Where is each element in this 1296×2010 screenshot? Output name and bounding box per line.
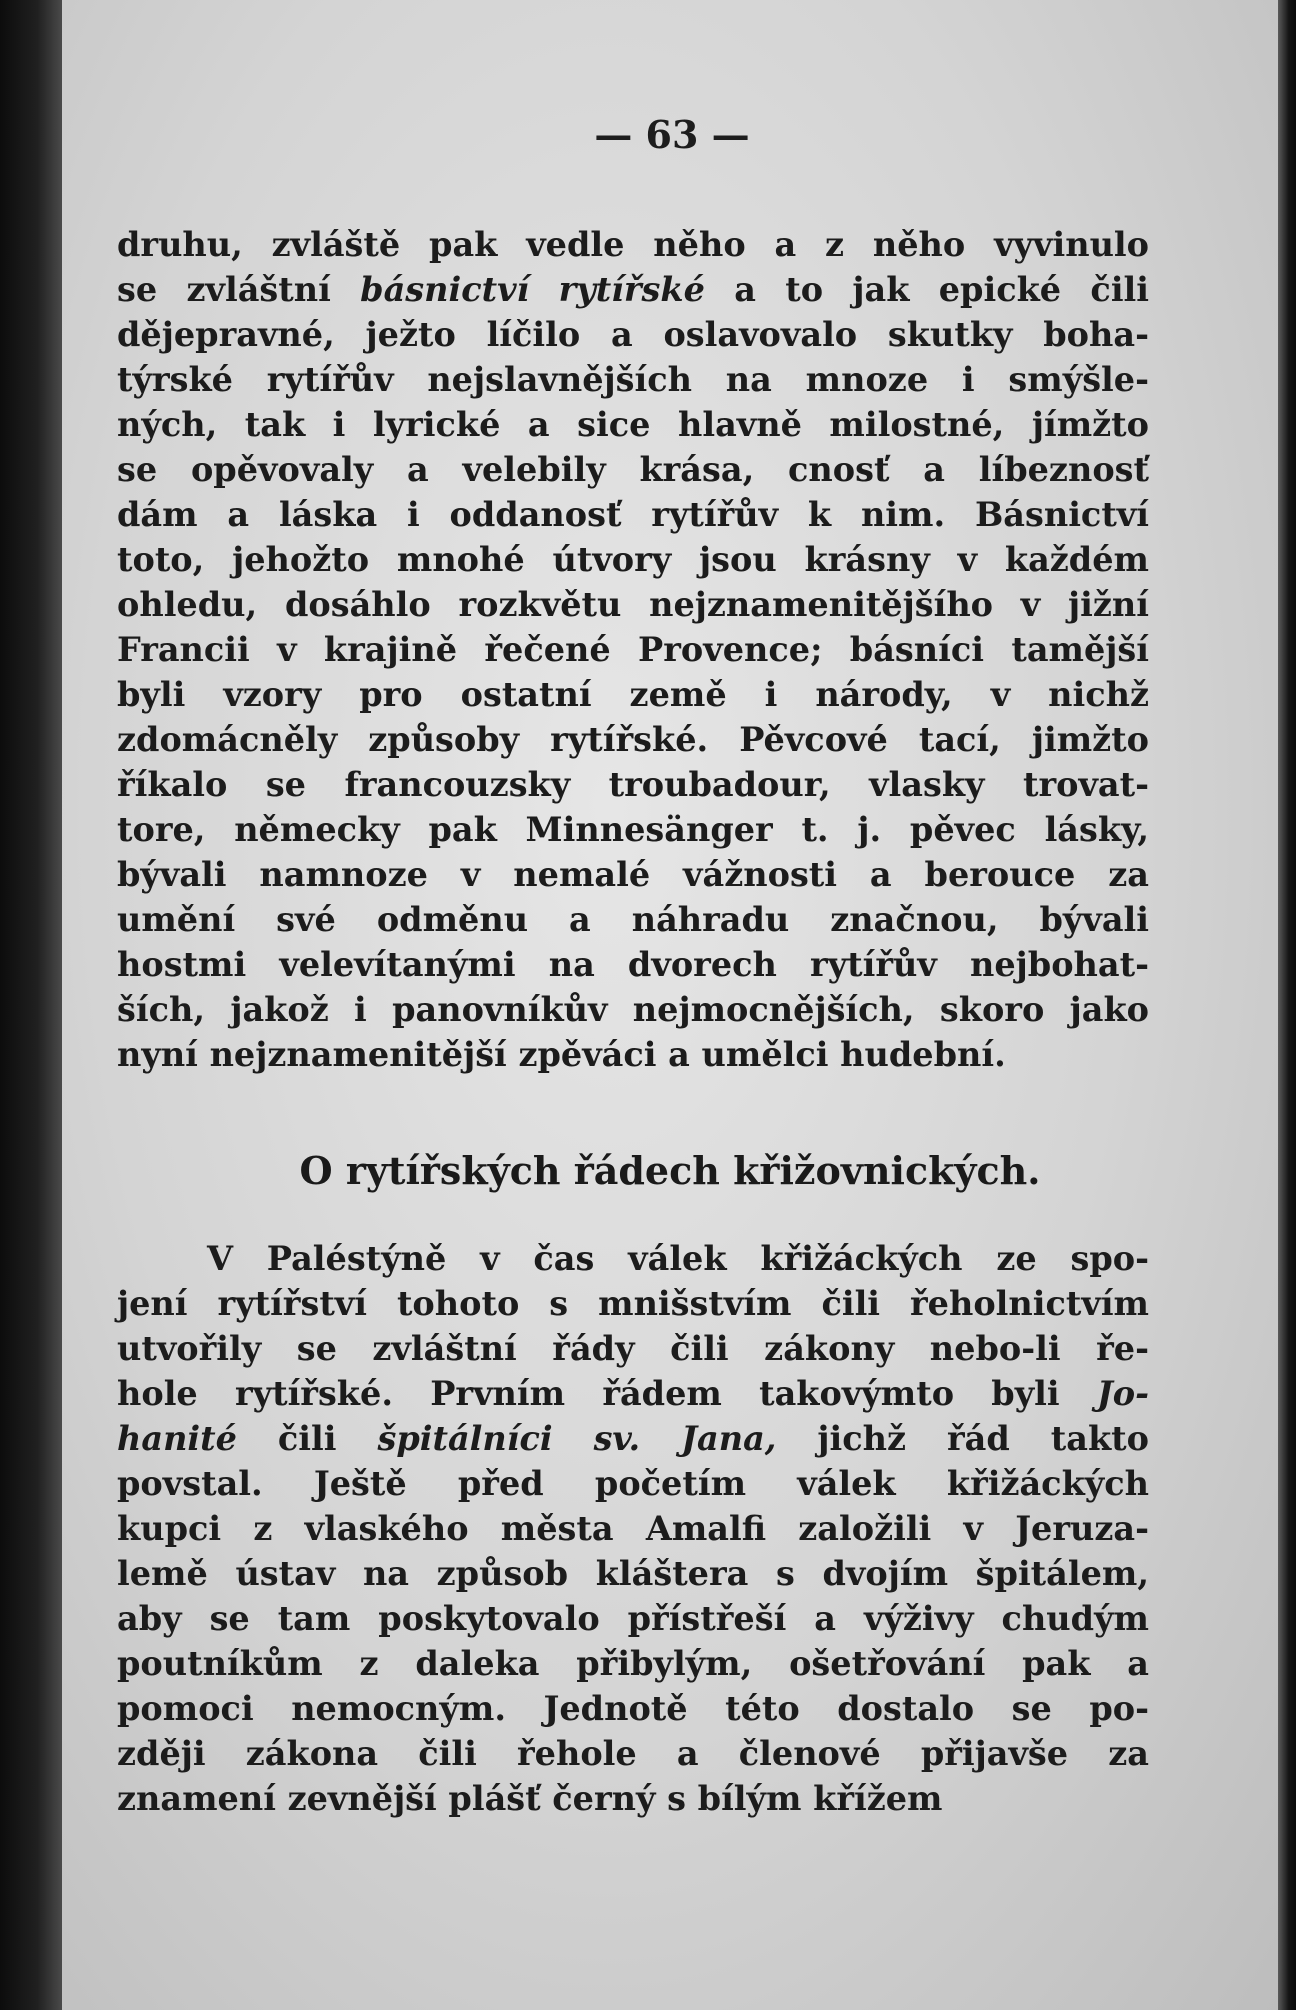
text-line xyxy=(117,1236,1149,1281)
text-run: se zvláštní xyxy=(117,270,361,309)
scan-right-edge xyxy=(1278,0,1296,2010)
text-line: jení rytířství tohoto s mnišstvím čili řeholnictvím xyxy=(117,1284,1149,1323)
text-line: zději zákona čili řehole a členové přijavše za xyxy=(117,1734,1149,1773)
scan-left-edge xyxy=(0,0,62,2010)
text-line: poutníkům z daleka přibylým, ošetřování pak a xyxy=(117,1644,1149,1683)
text-line: dějepravné, ježto líčilo a oslavovalo skutky boha- xyxy=(117,315,1149,354)
text-line: pomoci nemocným. Jednotě této dostalo se po- xyxy=(117,1689,1149,1728)
paragraph-knightly-orders xyxy=(117,1236,1149,1821)
text-line: dám a láska i oddanosť rytířův k nim. Básnictví xyxy=(117,495,1149,534)
text-line: aby se tam poskytovalo přístřeší a výživy chudým xyxy=(117,1599,1149,1638)
text-line: bývali namnoze v nemalé vážnosti a berouce za xyxy=(117,855,1149,894)
text-line: znamení zevnější plášť černý s bílým křížem xyxy=(117,1779,943,1818)
text-line: byli vzory pro ostatní země i národy, v nichž xyxy=(117,675,1149,714)
text-line xyxy=(117,1416,1149,1461)
text-line: nyní nejznamenitější zpěváci a umělci hudební. xyxy=(117,1035,1006,1074)
text-line: hostmi velevítanými na dvorech rytířův nejbohat- xyxy=(117,945,1149,984)
text-line: týrské rytířův nejslavnějších na mnoze i smýšle- xyxy=(117,360,1149,399)
text-line xyxy=(117,1371,1149,1416)
text-line: povstal. Ještě před početím válek křižáckých xyxy=(117,1464,1149,1503)
text-line: říkalo se francouzsky troubadour, vlasky trovat- xyxy=(117,765,1149,804)
section-heading: O rytířských řádech křižovnických. xyxy=(299,1148,1041,1193)
text-line: zdomácněly způsoby rytířské. Pěvcové tací, jimžto xyxy=(117,720,1149,759)
text-run: a to jak epické čili xyxy=(704,270,1149,309)
text-run: hole rytířské. Prvním řádem takovýmto byli xyxy=(117,1374,1097,1413)
page-number: — 63 — xyxy=(594,112,750,157)
text-run: čili xyxy=(236,1419,378,1458)
paragraph-knightly-poetry xyxy=(117,222,1149,1077)
text-line xyxy=(117,267,1149,312)
text-line: druhu, zvláště pak vedle něho a z něho vyvinulo xyxy=(117,225,1149,264)
text-line: toto, jehožto mnohé útvory jsou krásny v každém xyxy=(117,540,1149,579)
text-line: utvořily se zvláštní řády čili zákony nebo-li ře- xyxy=(117,1329,1149,1368)
text-line: kupci z vlaského města Amalfi založili v Jeruza- xyxy=(117,1509,1149,1548)
book-page xyxy=(62,0,1278,2010)
italic-term: Jo- xyxy=(1096,1374,1149,1413)
italic-term: špitálníci sv. Jana, xyxy=(377,1419,777,1458)
text-line: Francii v krajině řečené Provence; básníci tamější xyxy=(117,630,1149,669)
italic-term: hanité xyxy=(117,1419,237,1458)
text-line: se opěvovaly a velebily krása, cnosť a líbeznosť xyxy=(117,450,1149,489)
text-line: ších, jakož i panovníkův nejmocnějších, skoro jako xyxy=(117,990,1149,1029)
text-line: ných, tak i lyrické a sice hlavně milostné, jímžto xyxy=(117,405,1149,444)
text-run: jichž řád takto xyxy=(776,1419,1149,1458)
text-line: lemě ústav na způsob kláštera s dvojím špitálem, xyxy=(117,1554,1149,1593)
text-line: ohledu, dosáhlo rozkvětu nejznamenitějšího v jižní xyxy=(117,585,1149,624)
italic-term: básnictví rytířské xyxy=(360,270,705,309)
text-line: umění své odměnu a náhradu značnou, bývali xyxy=(117,900,1149,939)
text-run: V Paléstýně v čas válek křižáckých ze spo- xyxy=(207,1239,1149,1278)
text-line: tore, německy pak Minnesänger t. j. pěvec lásky, xyxy=(117,810,1149,849)
